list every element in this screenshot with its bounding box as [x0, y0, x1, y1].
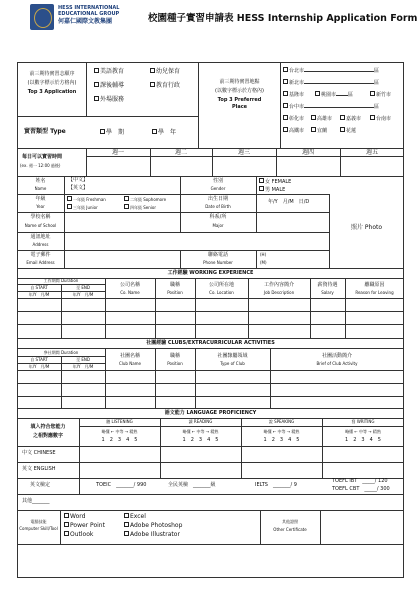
skill-illustrator[interactable]: Adobe Illustrator — [124, 531, 180, 538]
place-label-zh2: (以數字標示於方格內) — [215, 88, 264, 94]
address-label-zh: 通訊地址 — [30, 234, 51, 240]
checkbox-icon — [64, 531, 69, 536]
gender-label-zh: 性別 — [212, 178, 223, 184]
checkbox-icon — [283, 115, 288, 120]
opt-english-ed[interactable]: 美語教育 — [94, 68, 124, 75]
skill-word[interactable]: Word — [64, 513, 85, 520]
checkbox-icon — [259, 178, 264, 183]
club-period-label: 參社期間 Duration — [43, 350, 79, 355]
work-col-reason-zh: 離職原因 — [364, 282, 385, 288]
major-label-zh: 科系/所 — [209, 214, 227, 220]
city-taichung[interactable]: 台中市 區 — [283, 103, 379, 110]
checkbox-icon — [124, 531, 129, 536]
scale-speaking: 略懂 ← 中等 → 精熟 — [263, 429, 300, 434]
checkbox-icon — [150, 82, 155, 87]
city-hsr[interactable]: 高鐵市 — [283, 127, 304, 134]
club-col-brief-zh: 社團活動簡介 — [321, 353, 352, 359]
address-label-en: Address — [32, 242, 49, 247]
work-start-ym: 年/Y 月/M — [28, 292, 50, 297]
school-label-en: Name of School — [24, 223, 57, 228]
lang-other-field[interactable]: 其他_______ — [22, 498, 50, 504]
gept-field[interactable]: 全民英檢 _______級 — [168, 482, 216, 488]
work-period-label: 工作期間 Duration — [43, 278, 79, 283]
major-label-en: Major — [212, 223, 224, 228]
top3-label-zh: 前三期待實習志願序 — [29, 71, 75, 77]
page-title: 校園種子實習申請表 HESS Internship Application Form — [148, 13, 418, 24]
club-col-brief-en: Brief of Club Activity — [316, 361, 358, 366]
checkbox-icon — [67, 204, 72, 209]
checkbox-icon — [283, 127, 288, 132]
year-junior[interactable]: 三年級 Junior — [67, 204, 98, 210]
name-zh-field[interactable]: 【中文】 — [68, 177, 89, 183]
work-col-position-en: Position — [167, 290, 183, 295]
checkbox-icon — [64, 513, 69, 518]
toefl-ibt-field[interactable]: TOEFL iBT _____/ 120 — [332, 478, 388, 484]
work-col-reason-en: Reason for Leaving — [355, 290, 394, 295]
toefl-cbt-field[interactable]: TOEFL CBT _____/ 300 — [332, 486, 390, 492]
city-taoyuan[interactable]: 桃園市 區 — [315, 91, 353, 98]
city-keelung[interactable]: 基隆市 — [283, 91, 304, 98]
skill-writing: 寫 WRITING — [351, 419, 375, 424]
work-start-label: 自 START — [30, 285, 48, 290]
work-col-desc-zh: 工作內容簡介 — [263, 282, 294, 288]
org-name-en-2: EDUCATIONAL GROUP — [58, 11, 120, 17]
city-yilan[interactable]: 宜蘭 — [311, 127, 327, 134]
club-col-position-zh: 職稱 — [169, 353, 180, 359]
work-col-location-en: Co. Location — [209, 290, 234, 295]
checkbox-icon — [152, 129, 157, 134]
name-label-en: Name — [34, 186, 47, 191]
skill-reading: 讀 READING — [188, 419, 213, 424]
scale-writing: 略懂 ← 中等 → 精熟 — [345, 429, 381, 434]
year-sophomore[interactable]: 二年級 Sophomore — [124, 196, 166, 202]
checkbox-icon — [124, 522, 129, 527]
top3-label-zh2: (以數字標示於方格內) — [27, 80, 77, 86]
dob-label-en: Date of Birth — [205, 204, 231, 209]
lang-row-chinese: 中文 CHINESE — [22, 450, 56, 456]
ielts-field[interactable]: IELTS _______/ 9 — [255, 482, 297, 488]
work-end-label: 至 END — [76, 285, 90, 290]
checkbox-icon — [67, 196, 72, 201]
email-label-en: Email Address — [26, 260, 55, 265]
club-col-position-en: Position — [167, 361, 183, 366]
work-col-coname-en: Co. Name — [120, 290, 140, 295]
club-start-ym: 年/Y 月/M — [28, 364, 50, 369]
skill-outlook[interactable]: Outlook — [64, 531, 93, 538]
lang-fill-label2: 之相對應數字 — [32, 433, 63, 439]
city-hualien[interactable]: 花蓮 — [340, 127, 356, 134]
dob-label-zh: 出生日期 — [207, 196, 228, 202]
place-label-en2: Place — [231, 104, 248, 110]
top3-label-en: Top 3 Application — [27, 89, 77, 95]
checkbox-icon — [100, 129, 105, 134]
club-start-label: 自 START — [30, 357, 48, 362]
checkbox-icon — [283, 79, 288, 84]
dob-field[interactable]: 年/Y 月/M 日/D — [268, 199, 310, 205]
type-label: 實習類型 Type — [24, 128, 66, 135]
phone-label-zh: 聯絡電話 — [207, 252, 228, 258]
org-name-en-1: HESS INTERNATIONAL — [58, 5, 120, 11]
checkbox-icon — [315, 91, 320, 96]
checkbox-icon — [94, 96, 99, 101]
opt-service[interactable]: 外場服務 — [94, 96, 124, 103]
opt-preschool[interactable]: 幼兒保育 — [150, 68, 180, 75]
lang-fill-label: 填入符合您能力 — [30, 424, 66, 430]
type-year[interactable]: 學 年 — [152, 129, 176, 136]
work-end-ym: 年/Y 月/M — [72, 292, 94, 297]
city-kaohsiung[interactable]: 高雄市 — [311, 115, 332, 122]
nums-listening: 1 2 3 4 5 — [101, 437, 138, 443]
place-label-zh: 前三期待實習地點 — [219, 79, 260, 85]
lang-row-english: 英文 ENGLISH — [22, 466, 56, 472]
school-label-zh: 學校名稱 — [30, 214, 51, 220]
city-taipei[interactable]: 台北市 區 — [283, 67, 379, 74]
checkbox-icon — [370, 91, 375, 96]
opt-admin[interactable]: 教育行政 — [150, 82, 180, 89]
checkbox-icon — [283, 91, 288, 96]
checkbox-icon — [311, 127, 316, 132]
cert-label-en: Other Certificate — [273, 527, 307, 532]
gender-male[interactable]: 男 MALE — [259, 186, 285, 193]
skill-listening: 聽 LISTENING — [106, 419, 133, 424]
computer-label-zh: 電腦技能 — [30, 519, 47, 524]
weekly-label-ex: (ex. 週一 12:00 過後) — [20, 163, 61, 168]
hess-logo-icon — [30, 4, 54, 30]
work-col-salary-zh: 薪資待遇 — [317, 282, 338, 288]
club-end-label: 至 END — [76, 357, 90, 362]
name-en-field[interactable]: 【英文】 — [68, 185, 89, 191]
city-tainan[interactable]: 台南市 — [370, 115, 391, 122]
checkbox-icon — [370, 115, 375, 120]
checkbox-icon — [94, 82, 99, 87]
nums-writing: 1 2 3 4 5 — [345, 437, 381, 443]
photo-placeholder[interactable]: 照片 Photo — [350, 224, 383, 231]
nums-speaking: 1 2 3 4 5 — [263, 437, 300, 443]
place-label-en1: Top 3 Preferred — [217, 97, 262, 103]
club-col-type-zh: 社團隸屬領域 — [217, 353, 248, 359]
day-tue: 週二 — [174, 149, 187, 156]
work-col-location-zh: 公司所在地 — [208, 282, 234, 288]
club-col-type-en: Type of Club — [220, 361, 245, 366]
year-label-zh: 年級 — [35, 196, 46, 202]
city-changhua[interactable]: 彰化市 — [283, 115, 304, 122]
org-name-zh: 何嘉仁國際文教集團 — [58, 18, 113, 25]
phone-m-field[interactable]: (M) — [260, 260, 267, 265]
toeic-field[interactable]: TOEIC _______/ 990 — [96, 482, 147, 488]
lang-heading: 語文能力 LANGUAGE PROFICIENCY — [164, 410, 257, 416]
city-hsinchu[interactable]: 新竹市 — [370, 91, 391, 98]
checkbox-icon — [283, 67, 288, 72]
work-col-position-zh: 職稱 — [169, 282, 180, 288]
year-label-en: Year — [36, 204, 45, 209]
checkbox-icon — [124, 513, 129, 518]
city-newtaipei[interactable]: 新北市 區 — [283, 79, 379, 86]
scale-reading: 略懂 ← 中等 → 精熟 — [182, 429, 219, 434]
checkbox-icon — [124, 204, 129, 209]
day-fri: 週五 — [365, 149, 378, 156]
checkbox-icon — [283, 103, 288, 108]
type-semester[interactable]: 學 期 — [100, 129, 124, 136]
year-freshman[interactable]: 一年級 Freshman — [67, 196, 106, 202]
checkbox-icon — [64, 522, 69, 527]
club-end-ym: 年/Y 月/M — [72, 364, 94, 369]
weekly-label: 每日可以實習時間 — [22, 154, 63, 160]
day-wed: 週三 — [237, 149, 250, 156]
checkbox-icon — [94, 68, 99, 73]
skill-speaking: 說 SPEAKING — [268, 419, 295, 424]
cert-label-zh: 其他證照 — [282, 519, 298, 524]
skill-photoshop[interactable]: Adobe Photoshop — [124, 522, 182, 529]
lang-test-label: 英文檢定 — [30, 482, 51, 488]
gender-female[interactable]: 女 FEMALE — [259, 178, 291, 185]
scale-listening: 略懂 ← 中等 → 精熟 — [101, 429, 138, 434]
checkbox-icon — [150, 68, 155, 73]
year-senior[interactable]: 四年級 Senior — [124, 204, 156, 210]
club-col-name-en: Club Name — [118, 361, 142, 366]
gender-label-en: Gender — [210, 186, 226, 191]
checkbox-icon — [124, 196, 129, 201]
name-label-zh: 姓名 — [35, 178, 46, 184]
phone-label-en: Phone Number — [203, 260, 233, 265]
work-col-desc-en: Job Description — [263, 290, 295, 295]
skill-excel[interactable]: Excel — [124, 513, 146, 520]
computer-label-en: Computer Skill/Tool — [19, 526, 58, 531]
skill-powerpoint[interactable]: Power Point — [64, 522, 105, 529]
day-mon: 週一 — [111, 149, 124, 156]
checkbox-icon — [340, 115, 345, 120]
club-col-name-zh: 社團名稱 — [119, 353, 140, 359]
checkbox-icon — [259, 186, 264, 191]
email-label-zh: 電子郵件 — [30, 252, 51, 258]
clubs-heading: 社團經驗 CLUBS/EXTRACURRICULAR ACTIVITIES — [146, 340, 275, 346]
work-col-salary-en: Salary — [321, 290, 334, 295]
city-chiayi[interactable]: 嘉義市 — [340, 115, 361, 122]
checkbox-icon — [340, 127, 345, 132]
work-heading: 工作經驗 WORKING EXPERIENCE — [167, 270, 254, 276]
day-thu: 週四 — [301, 149, 314, 156]
phone-h-field[interactable]: (H) — [260, 252, 267, 257]
work-col-coname-zh: 公司名稱 — [119, 282, 140, 288]
nums-reading: 1 2 3 4 5 — [182, 437, 219, 443]
checkbox-icon — [311, 115, 316, 120]
opt-afterschool[interactable]: 課後輔導 — [94, 82, 124, 89]
